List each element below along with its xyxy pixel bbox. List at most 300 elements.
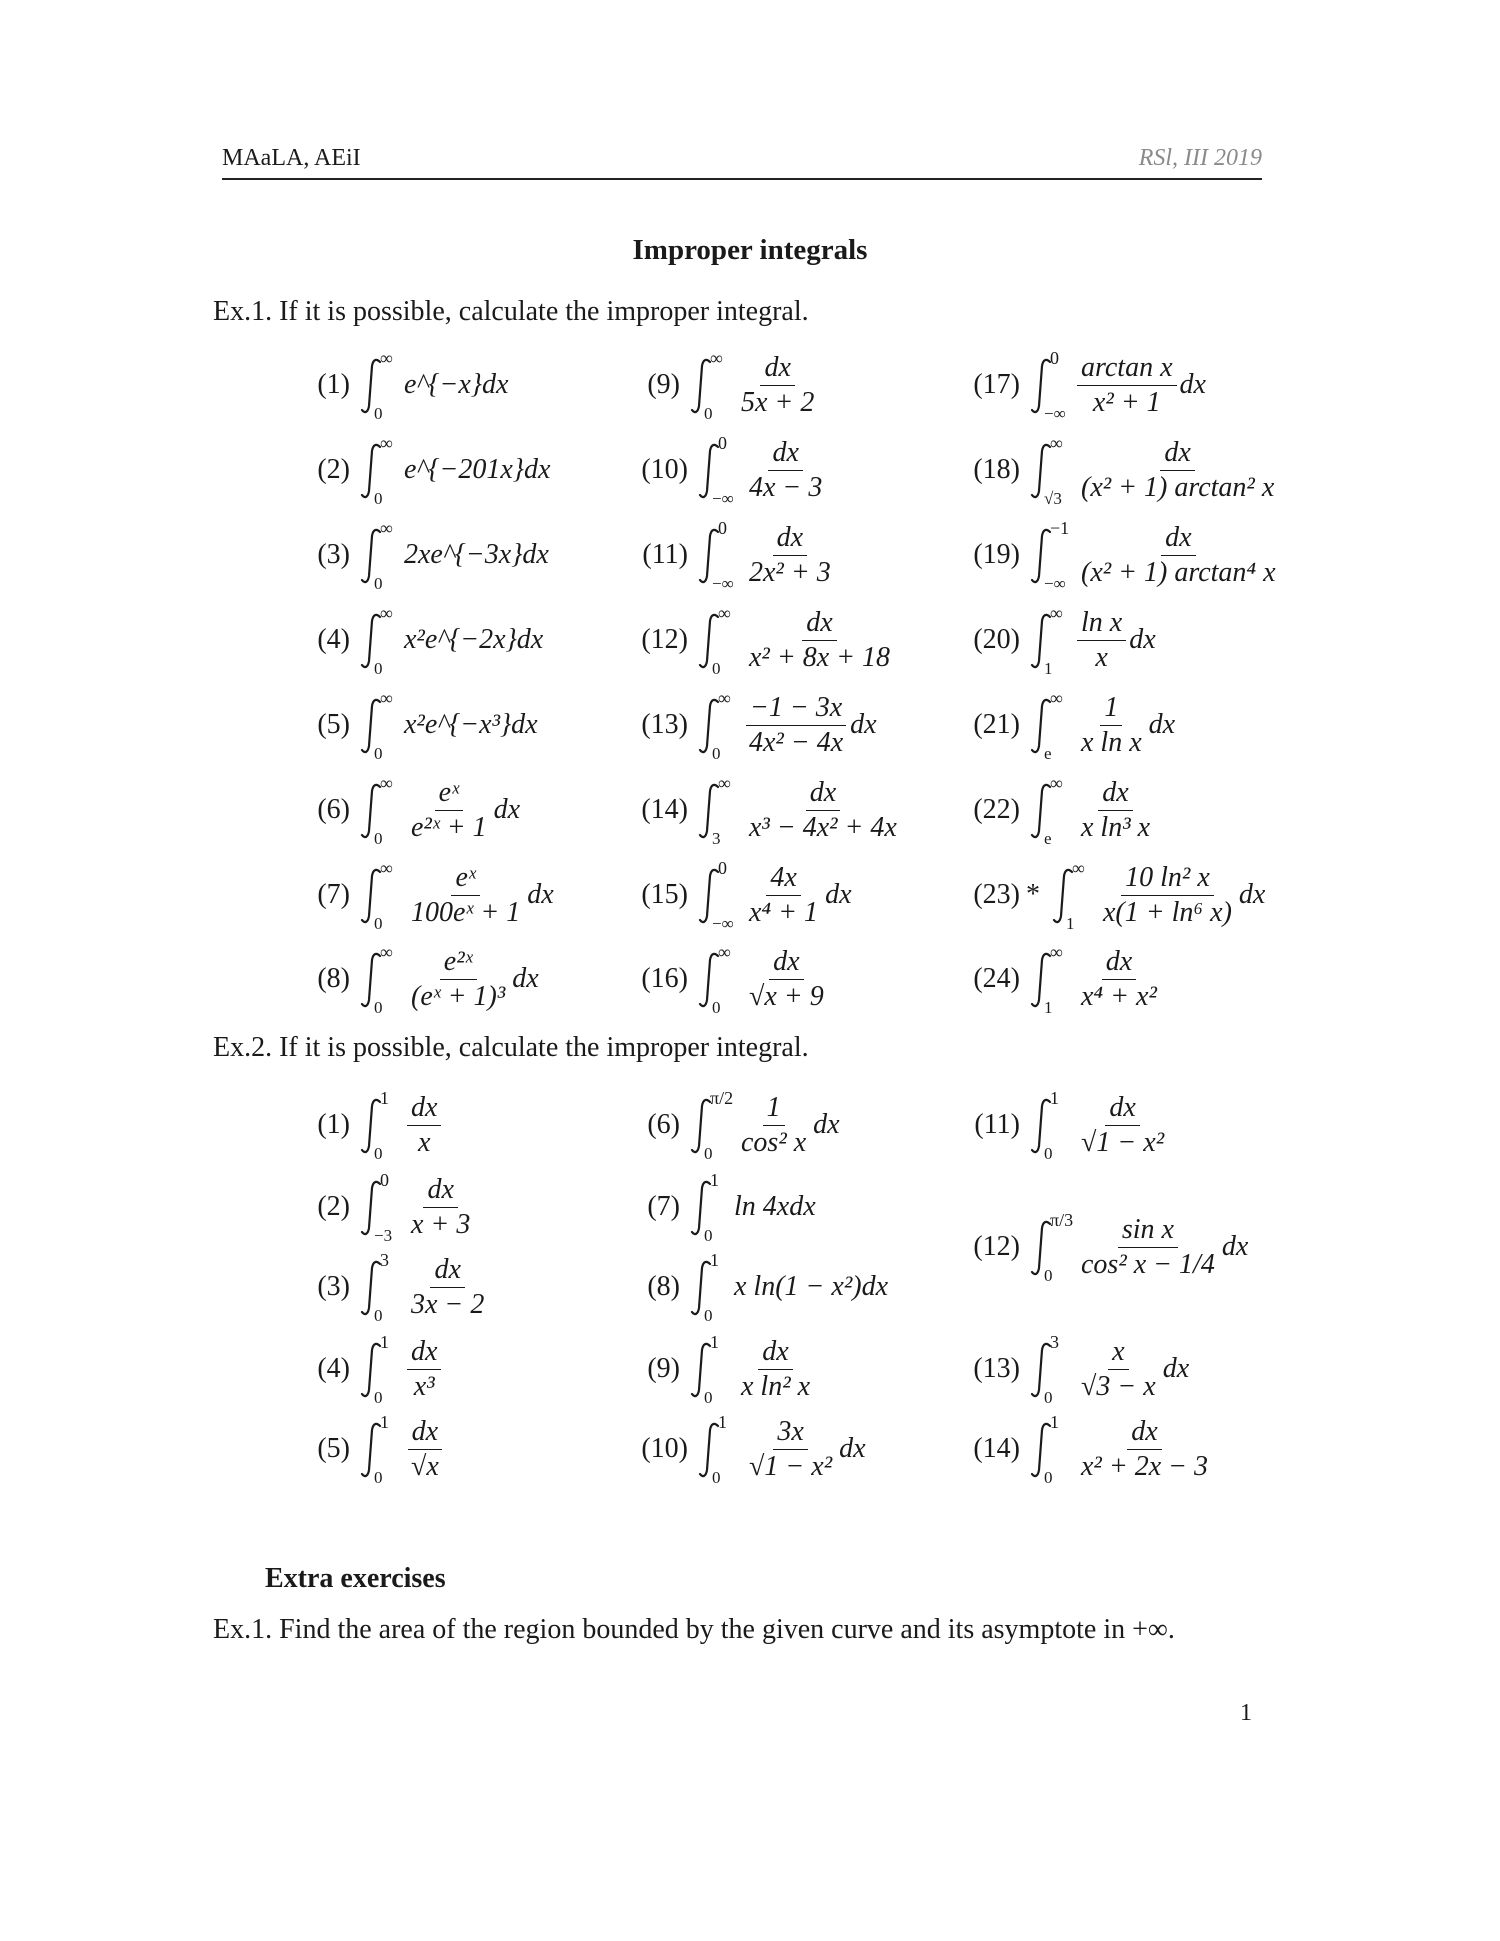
denominator: (x² + 1) arctan² x	[1081, 471, 1275, 503]
integral-item	[960, 858, 1266, 933]
integral-sign	[1028, 1210, 1074, 1285]
integrand-expression: dx	[850, 709, 877, 740]
page-title: Improper integrals	[632, 234, 868, 266]
fraction	[1077, 693, 1146, 758]
integral-item	[298, 1170, 477, 1245]
integral-item	[298, 1412, 446, 1487]
upper-limit: 0	[718, 858, 727, 878]
item-number: (18)	[973, 454, 1020, 485]
lower-limit: 0	[712, 744, 721, 763]
integral	[358, 1412, 446, 1487]
lower-limit: 0	[704, 1226, 713, 1245]
denominator: 4x² − 4x	[749, 726, 844, 758]
fraction	[745, 863, 822, 928]
numerator: 1	[1100, 693, 1122, 726]
lower-limit: 1	[1066, 914, 1075, 933]
integral-sign	[696, 688, 734, 763]
integral-item	[628, 688, 877, 763]
integrand	[1074, 778, 1157, 843]
integral-item	[960, 348, 1206, 423]
integral-item	[960, 1332, 1190, 1407]
fraction	[745, 778, 901, 843]
denominator: 4x − 3	[749, 471, 823, 503]
fraction	[1077, 1093, 1168, 1158]
integrand	[404, 778, 520, 843]
lower-limit: 0	[374, 914, 383, 933]
fraction	[407, 1255, 488, 1320]
integral-item	[298, 688, 538, 763]
integral	[1028, 1210, 1249, 1285]
integral-item	[298, 942, 539, 1017]
fraction	[1099, 863, 1236, 928]
integral-sign	[688, 1250, 726, 1325]
fraction	[1077, 1215, 1219, 1280]
integral-item	[628, 1250, 888, 1325]
integrand-expression: dx	[813, 1109, 840, 1140]
item-number: (3)	[317, 539, 350, 570]
lower-limit: 0	[712, 659, 721, 678]
integral-sign	[688, 348, 726, 423]
integral-item	[628, 433, 829, 508]
integral	[358, 942, 539, 1017]
upper-limit: ∞	[1050, 773, 1063, 793]
integrand-expression: ln 4xdx	[734, 1191, 816, 1222]
upper-limit: ∞	[380, 688, 393, 708]
upper-limit: ∞	[1072, 858, 1085, 878]
integrand-expression: e^{−x}dx	[404, 369, 509, 400]
denominator: √1 − x²	[1081, 1126, 1165, 1158]
page-number: 1	[1240, 1700, 1252, 1726]
integral-item	[628, 348, 821, 423]
upper-limit: ∞	[718, 688, 731, 708]
fraction	[745, 608, 894, 673]
item-number: (7)	[317, 879, 350, 910]
integral	[358, 603, 544, 678]
integral-item	[628, 942, 831, 1017]
integral	[696, 433, 829, 508]
integrand-expression: dx	[839, 1433, 866, 1464]
upper-limit: 1	[380, 1412, 389, 1432]
integral-sign	[1028, 1332, 1066, 1407]
integrand	[404, 1255, 491, 1320]
item-number: (9)	[647, 1353, 680, 1384]
upper-limit: ∞	[380, 603, 393, 623]
item-number: (20)	[973, 624, 1020, 655]
numerator: dx	[1105, 1093, 1139, 1126]
integral-item	[298, 773, 521, 848]
integral	[696, 1412, 866, 1487]
denominator: (x² + 1) arctan⁴ x	[1081, 556, 1276, 588]
integrand	[742, 1417, 866, 1482]
integrand-expression: dx	[1179, 369, 1206, 400]
integral-sign	[1050, 858, 1088, 933]
item-number: (11)	[642, 539, 688, 570]
integral-sign	[696, 433, 734, 508]
upper-limit: ∞	[1050, 433, 1063, 453]
integrand-expression: dx	[825, 879, 852, 910]
integral-item	[628, 773, 904, 848]
upper-limit: 0	[718, 518, 727, 538]
integral	[358, 518, 549, 593]
integral-item	[960, 1088, 1171, 1163]
numerator: dx	[1102, 947, 1136, 980]
integral-item	[628, 1170, 816, 1245]
star-mark: *	[1026, 879, 1040, 910]
lower-limit: −∞	[712, 489, 734, 508]
upper-limit: 1	[380, 1088, 389, 1108]
numerator: dx	[1098, 778, 1132, 811]
integral-sign	[1028, 518, 1070, 593]
integral	[1028, 518, 1283, 593]
fraction	[407, 863, 524, 928]
integral	[358, 688, 538, 763]
lower-limit: −∞	[712, 914, 734, 933]
denominator: x³ − 4x² + 4x	[749, 811, 897, 843]
integral-item	[298, 1250, 491, 1325]
integral-sign	[358, 518, 396, 593]
integral	[696, 603, 897, 678]
numerator: dx	[407, 1337, 441, 1370]
integrand	[404, 709, 538, 741]
integrand	[404, 1337, 444, 1402]
integrand-expression: dx	[1162, 1353, 1190, 1384]
lower-limit: 1	[1044, 998, 1053, 1017]
lower-limit: 0	[1044, 1144, 1053, 1163]
numerator: eˣ	[451, 863, 479, 896]
numerator: dx	[1160, 438, 1194, 471]
integral	[1028, 433, 1281, 508]
integral-sign	[1028, 773, 1066, 848]
header-right: RSl, III 2019	[1138, 145, 1262, 171]
integral-item	[628, 858, 852, 933]
numerator: dx	[423, 1175, 457, 1208]
ex2-instruction: Ex.2. If it is possible, calculate the improper integral.	[213, 1032, 809, 1063]
numerator: dx	[407, 1093, 441, 1126]
numerator: dx	[806, 778, 840, 811]
integral-item	[298, 433, 551, 508]
integrand	[404, 369, 508, 401]
lower-limit: 0	[374, 1388, 383, 1407]
integral	[358, 1088, 444, 1163]
integrand	[742, 863, 852, 928]
numerator: eˣ	[435, 778, 463, 811]
integrand	[404, 1093, 444, 1158]
upper-limit: 0	[718, 433, 727, 453]
lower-limit: 0	[1044, 1468, 1053, 1487]
lower-limit: 0	[374, 1468, 383, 1487]
integral	[1028, 1412, 1215, 1487]
upper-limit: 0	[1050, 348, 1059, 368]
lower-limit: 0	[374, 404, 383, 423]
lower-limit: −∞	[1044, 404, 1066, 423]
item-number: (24)	[973, 963, 1020, 994]
fraction	[1077, 1337, 1160, 1402]
denominator: x ln x	[1081, 726, 1142, 758]
upper-limit: π/2	[710, 1088, 734, 1108]
integral-sign	[1028, 1088, 1066, 1163]
upper-limit: ∞	[380, 348, 393, 368]
integral-item	[960, 942, 1164, 1017]
item-number: (17)	[973, 369, 1020, 400]
integral-sign	[696, 1412, 734, 1487]
integrand-expression: dx	[512, 963, 539, 994]
integral-item	[628, 518, 838, 593]
numerator: 1	[763, 1093, 785, 1126]
numerator: 3x	[773, 1417, 807, 1450]
numerator: dx	[758, 1337, 792, 1370]
fraction	[745, 1417, 836, 1482]
integral-sign	[688, 1332, 726, 1407]
item-number: (9)	[647, 369, 680, 400]
integral	[1028, 773, 1157, 848]
integrand-expression: x²e^{−2x}dx	[404, 624, 544, 655]
item-number: (14)	[973, 1433, 1020, 1464]
integrand-expression: dx	[1238, 879, 1266, 910]
denominator: x² + 2x − 3	[1081, 1450, 1209, 1482]
integrand	[742, 778, 904, 843]
denominator: 3x − 2	[411, 1288, 485, 1320]
integral	[696, 858, 852, 933]
item-number: (5)	[317, 709, 350, 740]
upper-limit: ∞	[1050, 688, 1063, 708]
integrand-expression: dx	[1148, 709, 1176, 740]
upper-limit: ∞	[718, 603, 731, 623]
lower-limit: 0	[374, 829, 383, 848]
fraction	[1077, 353, 1177, 418]
item-number: (19)	[973, 539, 1020, 570]
item-number: (5)	[317, 1433, 350, 1464]
item-number: (10)	[641, 454, 688, 485]
integral-sign	[688, 1088, 734, 1163]
lower-limit: 0	[712, 998, 721, 1017]
fraction	[737, 353, 818, 418]
integral-sign	[358, 1250, 396, 1325]
lower-limit: −∞	[1044, 574, 1066, 593]
integrand	[1074, 608, 1156, 673]
numerator: arctan x	[1077, 353, 1177, 386]
integrand	[1074, 1093, 1171, 1158]
integral-item	[960, 1210, 1249, 1285]
integrand	[1074, 438, 1281, 503]
denominator: √3 − x	[1081, 1370, 1156, 1402]
integral-sign	[1028, 1412, 1066, 1487]
upper-limit: 1	[1050, 1412, 1059, 1432]
integral-sign	[1028, 348, 1066, 423]
integral-sign	[358, 603, 396, 678]
integral	[688, 1250, 888, 1325]
upper-limit: −1	[1050, 518, 1070, 538]
integral-sign	[696, 942, 734, 1017]
integrand	[404, 1417, 446, 1482]
integral-sign	[688, 1170, 726, 1245]
numerator: 4x	[766, 863, 800, 896]
lower-limit: 0	[374, 1306, 383, 1325]
item-number: (2)	[317, 454, 350, 485]
item-number: (8)	[647, 1271, 680, 1302]
integrand	[734, 353, 821, 418]
integral-item	[298, 603, 544, 678]
integrand	[742, 947, 831, 1012]
denominator: x ln³ x	[1081, 811, 1151, 843]
denominator: √x	[411, 1450, 439, 1482]
item-number: (12)	[973, 1231, 1020, 1262]
integrand	[734, 1191, 816, 1223]
item-number: (12)	[641, 624, 688, 655]
integral	[358, 348, 509, 423]
integral-sign	[358, 688, 396, 763]
integrand	[734, 1337, 817, 1402]
integral-sign	[1028, 688, 1066, 763]
upper-limit: ∞	[380, 942, 393, 962]
fraction	[745, 523, 835, 588]
integral-sign	[358, 1332, 396, 1407]
denominator: (eˣ + 1)³	[411, 980, 506, 1012]
upper-limit: 1	[710, 1250, 719, 1270]
fraction	[407, 1337, 441, 1402]
page-header	[222, 142, 1262, 180]
upper-limit: ∞	[718, 773, 731, 793]
lower-limit: 0	[1044, 1266, 1053, 1285]
item-number: (11)	[974, 1109, 1020, 1140]
denominator: x + 3	[411, 1208, 471, 1240]
upper-limit: π/3	[1050, 1210, 1074, 1230]
fraction	[1077, 523, 1280, 588]
item-number: (8)	[317, 963, 350, 994]
integral-item	[298, 518, 549, 593]
integrand	[742, 438, 829, 503]
integral	[358, 1332, 444, 1407]
fraction	[1077, 947, 1161, 1012]
upper-limit: 3	[1050, 1332, 1059, 1352]
header-left: MAaLA, AEiI	[222, 145, 361, 171]
denominator: x ln² x	[741, 1370, 811, 1402]
integrand	[1074, 947, 1164, 1012]
denominator: √1 − x²	[749, 1450, 833, 1482]
lower-limit: √3	[1044, 489, 1062, 508]
fraction	[1077, 438, 1278, 503]
denominator: 100eˣ + 1	[411, 896, 521, 928]
upper-limit: ∞	[380, 433, 393, 453]
item-number: (13)	[973, 1353, 1020, 1384]
denominator: x³	[413, 1370, 435, 1402]
integral-item	[298, 1088, 444, 1163]
integral	[1028, 1332, 1190, 1407]
numerator: ln x	[1077, 608, 1126, 641]
item-number: (1)	[317, 369, 350, 400]
fraction	[1077, 778, 1154, 843]
integrand	[404, 539, 549, 571]
fraction	[407, 947, 509, 1012]
integral	[688, 1170, 816, 1245]
numerator: sin x	[1118, 1215, 1178, 1248]
lower-limit: 0	[374, 744, 383, 763]
lower-limit: 0	[374, 1144, 383, 1163]
integral-item	[628, 1332, 817, 1407]
numerator: x	[1108, 1337, 1128, 1370]
denominator: x(1 + ln⁶ x)	[1103, 896, 1232, 928]
item-number: (10)	[641, 1433, 688, 1464]
denominator: x⁴ + 1	[749, 896, 819, 928]
fraction	[1077, 1417, 1212, 1482]
numerator: dx	[773, 523, 807, 556]
integrand	[1074, 523, 1283, 588]
denominator: 2x² + 3	[749, 556, 831, 588]
integrand	[1074, 353, 1206, 418]
fraction	[1077, 608, 1126, 673]
integral	[1028, 603, 1156, 678]
lower-limit: 0	[704, 1144, 713, 1163]
item-number: (16)	[641, 963, 688, 994]
integral	[358, 773, 521, 848]
integrand	[404, 863, 554, 928]
item-number: (2)	[317, 1191, 350, 1222]
upper-limit: ∞	[1050, 603, 1063, 623]
item-number: (4)	[317, 1353, 350, 1384]
integrand-expression: dx	[1129, 624, 1156, 655]
denominator: e²ˣ + 1	[411, 811, 487, 843]
integrand	[404, 947, 539, 1012]
item-number: (22)	[973, 794, 1020, 825]
integral-item	[960, 603, 1156, 678]
denominator: cos² x − 1/4	[1081, 1248, 1215, 1280]
fraction	[407, 1093, 441, 1158]
integral-item	[628, 1088, 840, 1163]
lower-limit: 0	[704, 1388, 713, 1407]
item-number: (23)	[973, 879, 1020, 910]
fraction	[745, 947, 828, 1012]
integral-item	[298, 858, 554, 933]
upper-limit: 3	[380, 1250, 389, 1270]
integral-sign	[358, 858, 396, 933]
upper-limit: ∞	[1050, 942, 1063, 962]
denominator: √x + 9	[749, 980, 824, 1012]
integral-item	[960, 433, 1281, 508]
upper-limit: 1	[1050, 1088, 1059, 1108]
item-number: (1)	[317, 1109, 350, 1140]
lower-limit: −3	[374, 1226, 393, 1245]
lower-limit: 0	[704, 404, 713, 423]
integral-item	[628, 603, 897, 678]
item-number: (21)	[973, 709, 1020, 740]
integral-sign	[696, 603, 734, 678]
integral-sign	[1028, 603, 1066, 678]
integral-item	[628, 1412, 866, 1487]
numerator: dx	[1127, 1417, 1161, 1450]
numerator: dx	[408, 1417, 442, 1450]
item-number: (14)	[641, 794, 688, 825]
lower-limit: 0	[374, 489, 383, 508]
integral-sign	[696, 858, 734, 933]
lower-limit: 0	[374, 998, 383, 1017]
item-number: (15)	[641, 879, 688, 910]
denominator: x² + 8x + 18	[749, 641, 891, 673]
denominator: x	[1095, 641, 1108, 673]
integrand	[1096, 863, 1265, 928]
upper-limit: 0	[380, 1170, 389, 1190]
integral	[696, 942, 831, 1017]
lower-limit: 0	[1044, 1388, 1053, 1407]
fraction	[737, 1093, 810, 1158]
lower-limit: 3	[712, 829, 721, 848]
integral-sign	[358, 433, 396, 508]
integrand-expression: x²e^{−x³}dx	[404, 709, 538, 740]
integral	[688, 1332, 817, 1407]
upper-limit: ∞	[380, 858, 393, 878]
extra-instruction: Ex.1. Find the area of the region bounded by the given curve and its asymptote in +∞.	[213, 1614, 1175, 1645]
numerator: dx	[1161, 523, 1195, 556]
integral-item	[960, 1412, 1215, 1487]
numerator: dx	[769, 947, 803, 980]
